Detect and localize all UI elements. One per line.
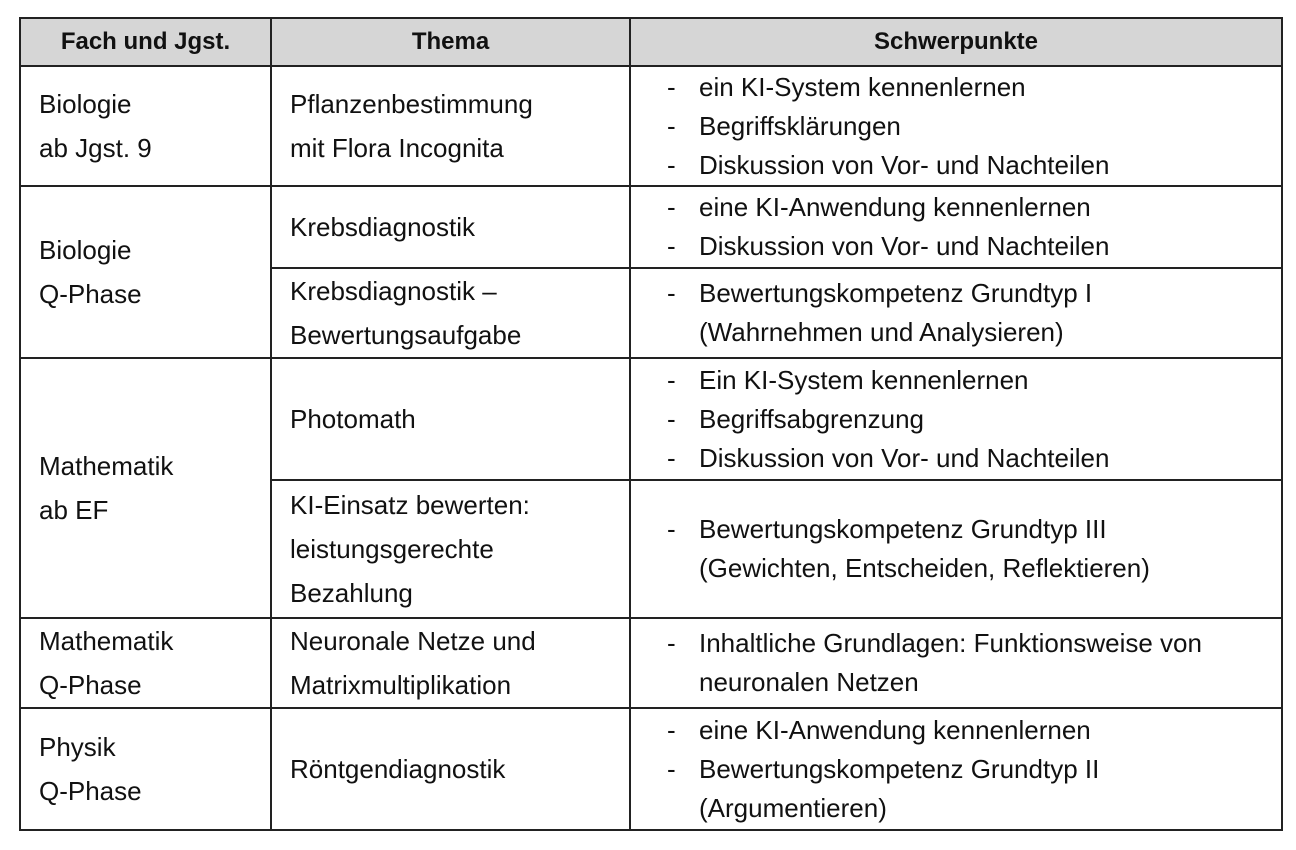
focus-list [631,510,1281,588]
focus-list [631,188,1281,266]
focus-cell [630,708,1282,830]
subject-cell: Biologie Q-Phase [20,186,271,358]
focus-cell [630,618,1282,708]
table-row [20,618,1282,708]
focus-cell [630,358,1282,480]
focus-list [631,361,1281,478]
list-item: - Begriffsabgrenzung [667,400,1281,439]
focus-list [631,274,1281,352]
header-row [20,18,1282,66]
header-focus: Schwerpunkte [630,18,1282,66]
header-topic: Thema [271,18,630,66]
list-item: - eine KI-Anwendung kennenlernen [667,711,1281,750]
list-item: - Begriffsklärungen [667,107,1281,146]
list-item: - Diskussion von Vor- und Nachteilen [667,146,1281,185]
list-item: - Bewertungskompetenz Grundtyp II (Argumentieren) [667,750,1281,828]
list-item: - Diskussion von Vor- und Nachteilen [667,227,1281,266]
list-item: - eine KI-Anwendung kennenlernen [667,188,1281,227]
focus-cell [630,66,1282,186]
table-row [20,358,1282,480]
topic-cell: Krebsdiagnostik – Bewertungsaufgabe [271,268,630,358]
table-row [20,66,1282,186]
table-row [20,186,1282,268]
focus-list [631,624,1281,702]
topic-cell: Neuronale Netze und Matrixmultiplikation [271,618,630,708]
list-item: - Bewertungskompetenz Grundtyp I (Wahrnehmen und Analysieren) [667,274,1281,352]
list-item: - Bewertungskompetenz Grundtyp III (Gewichten, Entscheiden, Reflektieren) [667,510,1281,588]
subject-cell: Physik Q-Phase [20,708,271,830]
topic-cell: Photomath [271,358,630,480]
topic-cell: Pflanzenbestimmung mit Flora Incognita [271,66,630,186]
list-item: - ein KI-System kennenlernen [667,68,1281,107]
subject-cell: Biologie ab Jgst. 9 [20,66,271,186]
header-subject: Fach und Jgst. [20,18,271,66]
list-item: - Ein KI-System kennenlernen [667,361,1281,400]
subject-cell: Mathematik Q-Phase [20,618,271,708]
topic-cell: KI-Einsatz bewerten: leistungsgerechte Bezahlung [271,480,630,618]
focus-list [631,68,1281,185]
curriculum-table [19,17,1283,831]
focus-cell [630,480,1282,618]
topic-cell: Röntgendiagnostik [271,708,630,830]
table-row [20,708,1282,830]
topic-cell: Krebsdiagnostik [271,186,630,268]
list-item: - Diskussion von Vor- und Nachteilen [667,439,1281,478]
list-item: - Inhaltliche Grundlagen: Funktionsweise von neuronalen Netzen [667,624,1281,702]
subject-cell: Mathematik ab EF [20,358,271,618]
focus-cell [630,268,1282,358]
focus-list [631,711,1281,828]
focus-cell [630,186,1282,268]
